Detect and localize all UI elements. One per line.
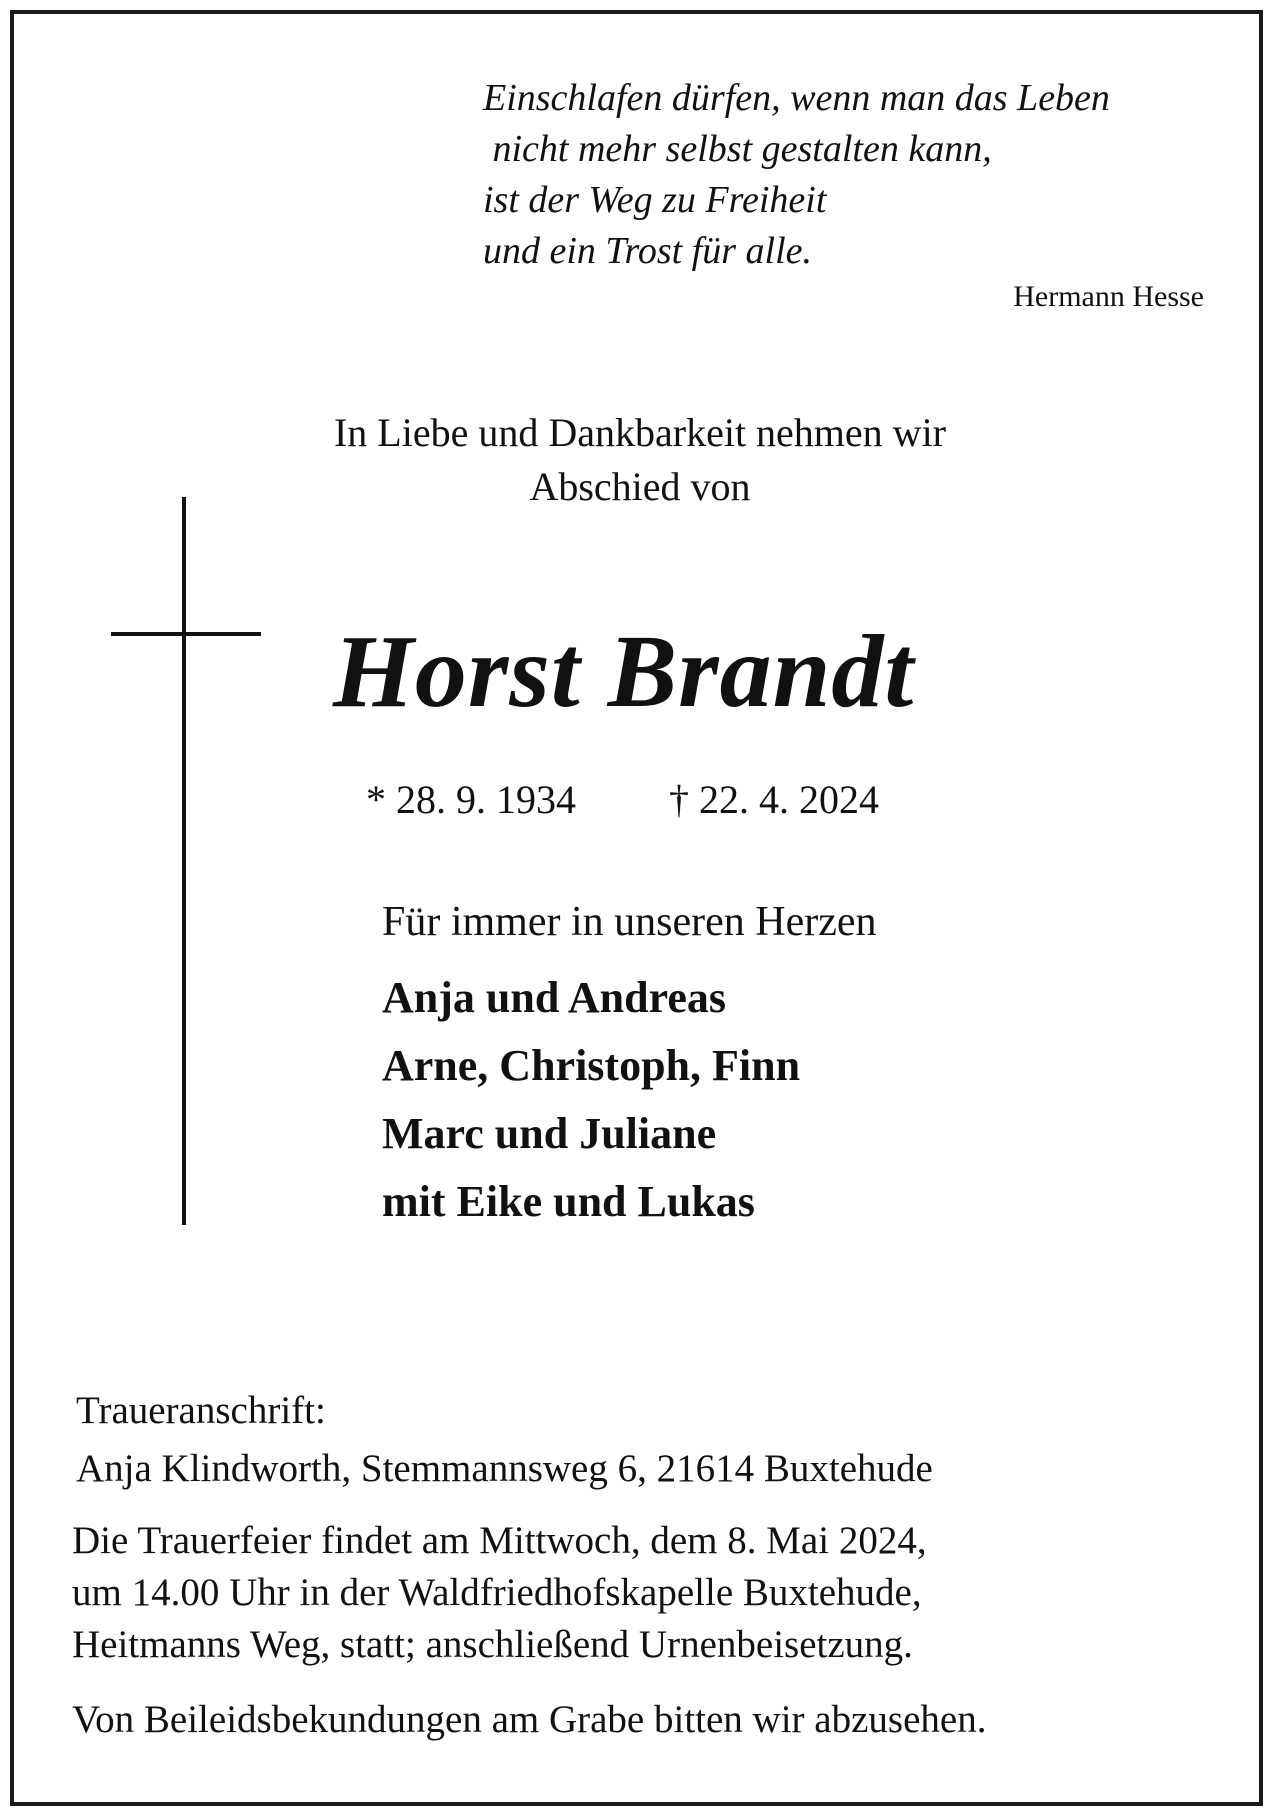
family-line-3: Marc und Juliane bbox=[382, 1109, 717, 1158]
quote-line-3: ist der Weg zu Freiheit bbox=[483, 179, 827, 221]
quote-line-4: und ein Trost für alle. bbox=[483, 230, 813, 272]
quote-line-2: nicht mehr selbst gestalten kann, bbox=[483, 128, 992, 170]
cross-icon-vertical bbox=[182, 497, 186, 1225]
death-date: † 22. 4. 2024 bbox=[669, 777, 879, 822]
address-label: Traueranschrift: bbox=[76, 1389, 326, 1432]
birth-date: * 28. 9. 1934 bbox=[366, 777, 576, 822]
intro-line-2: Abschied von bbox=[529, 464, 751, 509]
family-line-2: Arne, Christoph, Finn bbox=[382, 1041, 801, 1090]
address-value: Anja Klindworth, Stemmannsweg 6, 21614 Buxtehude bbox=[76, 1447, 933, 1490]
ceremony-line-3: Heitmanns Weg, statt; anschließend Urnenbeisetzung. bbox=[72, 1623, 913, 1666]
closing-note: Von Beileidsbekundungen am Grabe bitten wir abzusehen. bbox=[72, 1698, 987, 1741]
cross-icon-horizontal bbox=[111, 632, 261, 636]
family-line-1: Anja und Andreas bbox=[382, 973, 726, 1022]
ceremony-line-1: Die Trauerfeier findet am Mittwoch, dem 8. Mai 2024, bbox=[72, 1519, 927, 1562]
quote-author: Hermann Hesse bbox=[1013, 280, 1204, 313]
quote-line-1: Einschlafen dürfen, wenn man das Leben bbox=[483, 77, 1110, 119]
dedication: Für immer in unseren Herzen bbox=[382, 899, 877, 945]
family-line-4: mit Eike und Lukas bbox=[382, 1177, 755, 1226]
deceased-name: Horst Brandt bbox=[333, 614, 915, 729]
intro-line-1: In Liebe und Dankbarkeit nehmen wir bbox=[333, 410, 946, 455]
ceremony-line-2: um 14.00 Uhr in der Waldfriedhofskapelle Buxtehude, bbox=[72, 1571, 922, 1614]
